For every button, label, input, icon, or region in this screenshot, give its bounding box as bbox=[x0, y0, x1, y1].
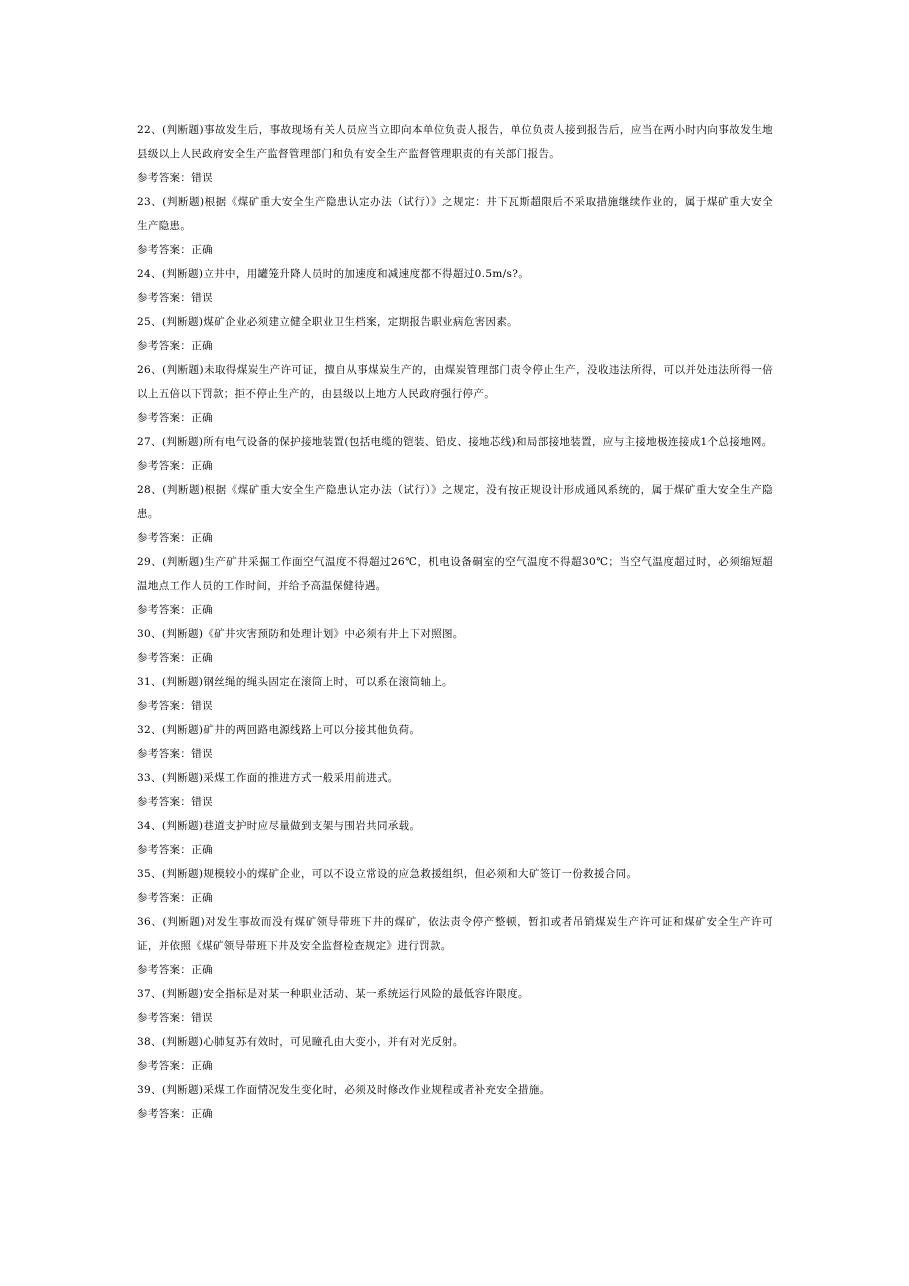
question-text: 24、(判断题)立井中，用罐笼升降人员时的加速度和减速度都不得超过0.5m/s?。 bbox=[137, 268, 530, 280]
question-item bbox=[137, 190, 773, 262]
question-text: 25、(判断题)煤矿企业必须建立健全职业卫生档案，定期报告职业病危害因素。 bbox=[137, 316, 519, 328]
question-item bbox=[137, 622, 773, 670]
question-text: 29、(判断题)生产矿井采掘工作面空气温度不得超过26℃，机电设备硐室的空气温度不得超30℃；当空气温度超过时，必须缩短超温地点工作人员的工作时间，并给予高温保健待遇。 bbox=[137, 556, 773, 592]
answer-text: 参考答案：正确 bbox=[137, 460, 213, 472]
question-text: 23、(判断题)根据《煤矿重大安全生产隐患认定办法（试行）》之规定：井下瓦斯超限后不采取措施继续作业的，属于煤矿重大安全生产隐患。 bbox=[137, 196, 773, 232]
question-text: 34、(判断题)巷道支护时应尽量做到支架与围岩共同承载。 bbox=[137, 820, 421, 832]
answer-text: 参考答案：正确 bbox=[137, 244, 213, 256]
question-text: 31、(判断题)钢丝绳的绳头固定在滚筒上时，可以系在滚筒轴上。 bbox=[137, 676, 453, 688]
answer-text: 参考答案：正确 bbox=[137, 340, 213, 352]
question-item bbox=[137, 430, 773, 478]
document-page bbox=[137, 118, 773, 1126]
question-text: 33、(判断题)采煤工作面的推进方式一般采用前进式。 bbox=[137, 772, 399, 784]
answer-text: 参考答案：错误 bbox=[137, 292, 213, 304]
question-item bbox=[137, 862, 773, 910]
question-text: 35、(判断题)规模较小的煤矿企业，可以不设立常设的应急救援组织，但必须和大矿签订一份救援合同。 bbox=[137, 868, 638, 880]
question-text: 28、(判断题)根据《煤矿重大安全生产隐患认定办法（试行）》之规定，没有按正规设计形成通风系统的，属于煤矿重大安全生产隐患。 bbox=[137, 484, 773, 520]
answer-text: 参考答案：正确 bbox=[137, 1108, 213, 1120]
answer-text: 参考答案：正确 bbox=[137, 532, 213, 544]
question-text: 32、(判断题)矿井的两回路电源线路上可以分接其他负荷。 bbox=[137, 724, 421, 736]
answer-text: 参考答案：错误 bbox=[137, 700, 213, 712]
answer-text: 参考答案：错误 bbox=[137, 172, 213, 184]
answer-text: 参考答案：正确 bbox=[137, 652, 213, 664]
question-item bbox=[137, 1030, 773, 1078]
question-item bbox=[137, 814, 773, 862]
answer-text: 参考答案：正确 bbox=[137, 412, 213, 424]
answer-text: 参考答案：错误 bbox=[137, 748, 213, 760]
question-item bbox=[137, 766, 773, 814]
question-text: 22、(判断题)事故发生后，事故现场有关人员应当立即向本单位负责人报告，单位负责人接到报告后，应当在两小时内向事故发生地县级以上人民政府安全生产监督管理部门和负有安全生产监督管理职责的有关部门报告。 bbox=[137, 124, 773, 160]
question-item bbox=[137, 478, 773, 550]
question-item bbox=[137, 1078, 773, 1126]
question-item bbox=[137, 262, 773, 310]
answer-text: 参考答案：正确 bbox=[137, 892, 213, 904]
question-item bbox=[137, 358, 773, 430]
question-item bbox=[137, 718, 773, 766]
question-item bbox=[137, 670, 773, 718]
question-item bbox=[137, 550, 773, 622]
question-text: 37、(判断题)安全指标是对某一种职业活动、某一系统运行风险的最低容许限度。 bbox=[137, 988, 529, 1000]
answer-text: 参考答案：错误 bbox=[137, 796, 213, 808]
question-text: 38、(判断题)心肺复苏有效时，可见瞳孔由大变小，并有对光反射。 bbox=[137, 1036, 464, 1048]
question-text: 27、(判断题)所有电气设备的保护接地装置(包括电缆的铠装、铅皮、接地芯线)和局部接地装置，应与主接地极连接成1个总接地网。 bbox=[137, 436, 773, 448]
question-text: 26、(判断题)未取得煤炭生产许可证，擅自从事煤炭生产的，由煤炭管理部门责令停止生产，没收违法所得，可以并处违法所得一倍以上五倍以下罚款；拒不停止生产的，由县级以上地方人民政府强行停产。 bbox=[137, 364, 773, 400]
question-text: 36、(判断题)对发生事故而没有煤矿领导带班下井的煤矿，依法责令停产整顿，暂扣或者吊销煤炭生产许可证和煤矿安全生产许可证，并依照《煤矿领导带班下井及安全监督检查规定》进行罚款。 bbox=[137, 916, 773, 952]
question-item bbox=[137, 982, 773, 1030]
question-item bbox=[137, 910, 773, 982]
question-item bbox=[137, 310, 773, 358]
question-item bbox=[137, 118, 773, 190]
answer-text: 参考答案：错误 bbox=[137, 1012, 213, 1024]
answer-text: 参考答案：正确 bbox=[137, 604, 213, 616]
answer-text: 参考答案：正确 bbox=[137, 1060, 213, 1072]
question-text: 30、(判断题)《矿井灾害预防和处理计划》中必须有井上下对照图。 bbox=[137, 628, 464, 640]
question-text: 39、(判断题)采煤工作面情况发生变化时，必须及时修改作业规程或者补充安全措施。 bbox=[137, 1084, 551, 1096]
answer-text: 参考答案：正确 bbox=[137, 844, 213, 856]
answer-text: 参考答案：正确 bbox=[137, 964, 213, 976]
